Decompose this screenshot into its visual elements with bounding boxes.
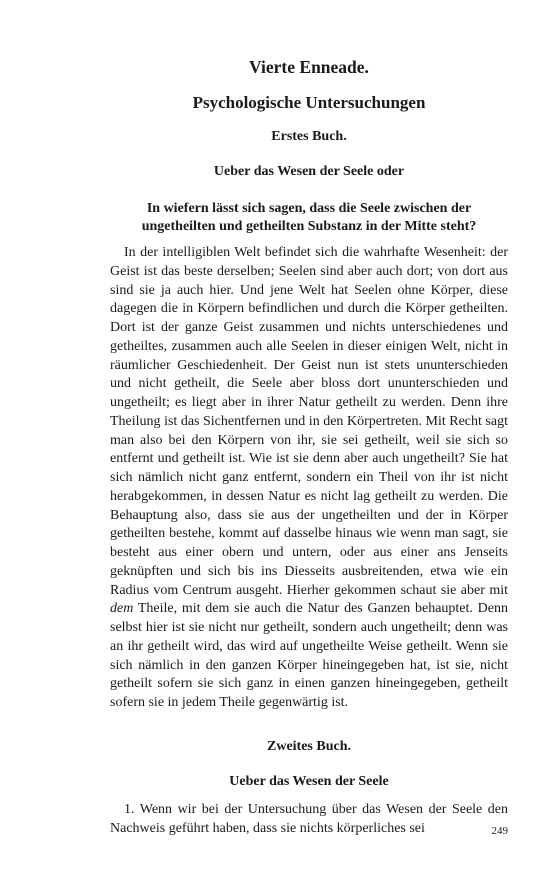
page-number: 249: [491, 825, 508, 837]
book-two-label: Zweites Buch.: [267, 738, 351, 754]
book-one-paragraph: [110, 244, 508, 713]
book-two-paragraph: 1. Wenn wir bei der Untersuchung über das Wesen der Seele den Nachweis geführt haben, dass sie nichts körperliches sei: [110, 801, 508, 836]
page-content: [110, 56, 508, 838]
enneade-subtitle: Psychologische Untersuchungen: [192, 93, 426, 112]
emphasized-word: dem: [110, 601, 134, 617]
paragraph-text-part-1: In der intelligiblen Welt befindet sich die wahrhafte Wesenheit: der Geist ist das beste derselben; Seelen sind aber auch dort; von dort aus sind sie ja auch hier. Und jene Welt hat Seelen ohne Körper, diese dagegen die in Körpern befindlichen und durch die Körper getheilten. Dort ist der ganze Geist zusammen und nichts unterschiedenes und getheiltes, zusammen auch alle Seelen in dieser einigen Welt, nicht in räumlicher Geschiedenheit. Der Geist nun ist stets ununterschieden und nicht getheilt, die Seele aber bloss dort ununterschieden und ungetheilt; es liegt aber in ihrer Natur getheilt zu werden. Denn ihre Theilung ist das Sichentfernen und in den Körpertreten. Mit Recht sagt man also bei den Körpern von ihr, sie sei getheilt, weil sie sich so entfernt und getheilt ist. Wie ist sie denn aber auch ungetheilt? Sie hat sich nämlich nicht ganz entfernt, sondern ein Theil von ihr ist nicht herabgekommen, in dessen Natur es nicht lag getheilt zu werden. Die Behauptung also, dass sie aus der ungetheilten und der in Körper getheilten bestehe, kommt auf dasselbe hinaus wie wenn man sagt, sie besteht aus einer obern und untern, oder aus einer ans Jenseits geknüpften und sich bis ins Diesseits ausbreitenden, etwa wie ein Radius vom Centrum ausgeht. Hierher gekommen schaut sie aber mit: [110, 245, 508, 598]
enneade-title: Vierte Enneade.: [249, 57, 369, 77]
paragraph-text-part-2: Theile, mit dem sie auch die Natur des Ganzen behauptet. Denn selbst hier ist sie nicht nur getheilt, sondern auch ungetheilt; denn was an ihr getheilt wird, das wird auf ungetheilte Weise getheilt. Wenn sie sich nämlich in den ganzen Körper hineingegeben hat, ist sie, nicht getheilt sofern sie sich ganz in einen ganzen hineingegeben, getheilt sofern sie in jedem Theile gegenwärtig ist.: [110, 601, 508, 710]
book-one-label: Erstes Buch.: [271, 129, 347, 144]
book-one-chapter-title: Ueber das Wesen der Seele oder: [213, 164, 405, 179]
book-one-question: In wiefern lässt sich sagen, dass die Seele zwischen der ungetheilten und getheilten Substanz in der Mitte steht?: [141, 201, 477, 234]
book-two-chapter-title: Ueber das Wesen der Seele: [229, 773, 389, 789]
